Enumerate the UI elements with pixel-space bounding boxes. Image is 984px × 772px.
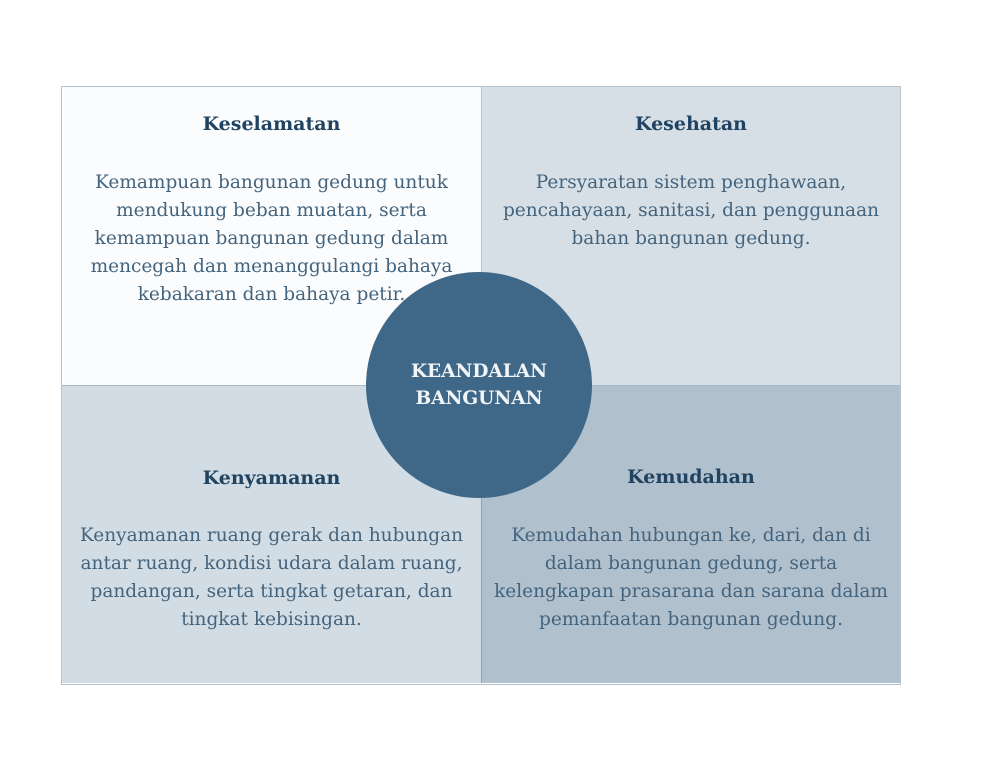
center-circle — [366, 272, 592, 498]
quadrant-title: Kesehatan — [635, 113, 747, 135]
quadrant-title: Kenyamanan — [202, 467, 341, 489]
quadrant-description: Kemampuan bangunan gedung untuk mendukung beban muatan, serta kemampuan bangunan gedung dalam mencegah dan menanggulangi bahaya kebakaran dan bahaya petir. — [90, 172, 453, 305]
quadrant-description: Kemudahan hubungan ke, dari, dan di dalam bangunan gedung, serta kelengkapan prasarana dan sarana dalam pemanfaatan bangunan gedung. — [494, 525, 888, 630]
center-label-line1: KEANDALAN — [410, 361, 548, 382]
center-label-line2: BANGUNAN — [415, 388, 543, 409]
quadrant-title: Kemudahan — [627, 466, 755, 488]
quadrant-description: Persyaratan sistem penghawaan, pencahayaan, sanitasi, dan penggunaan bahan bangunan gedung. — [502, 172, 880, 249]
quadrant-description: Kenyamanan ruang gerak dan hubungan antar ruang, kondisi udara dalam ruang, pandangan, serta tingkat getaran, dan tingkat kebisingan. — [79, 525, 464, 630]
quadrant-title: Keselamatan — [202, 113, 341, 135]
